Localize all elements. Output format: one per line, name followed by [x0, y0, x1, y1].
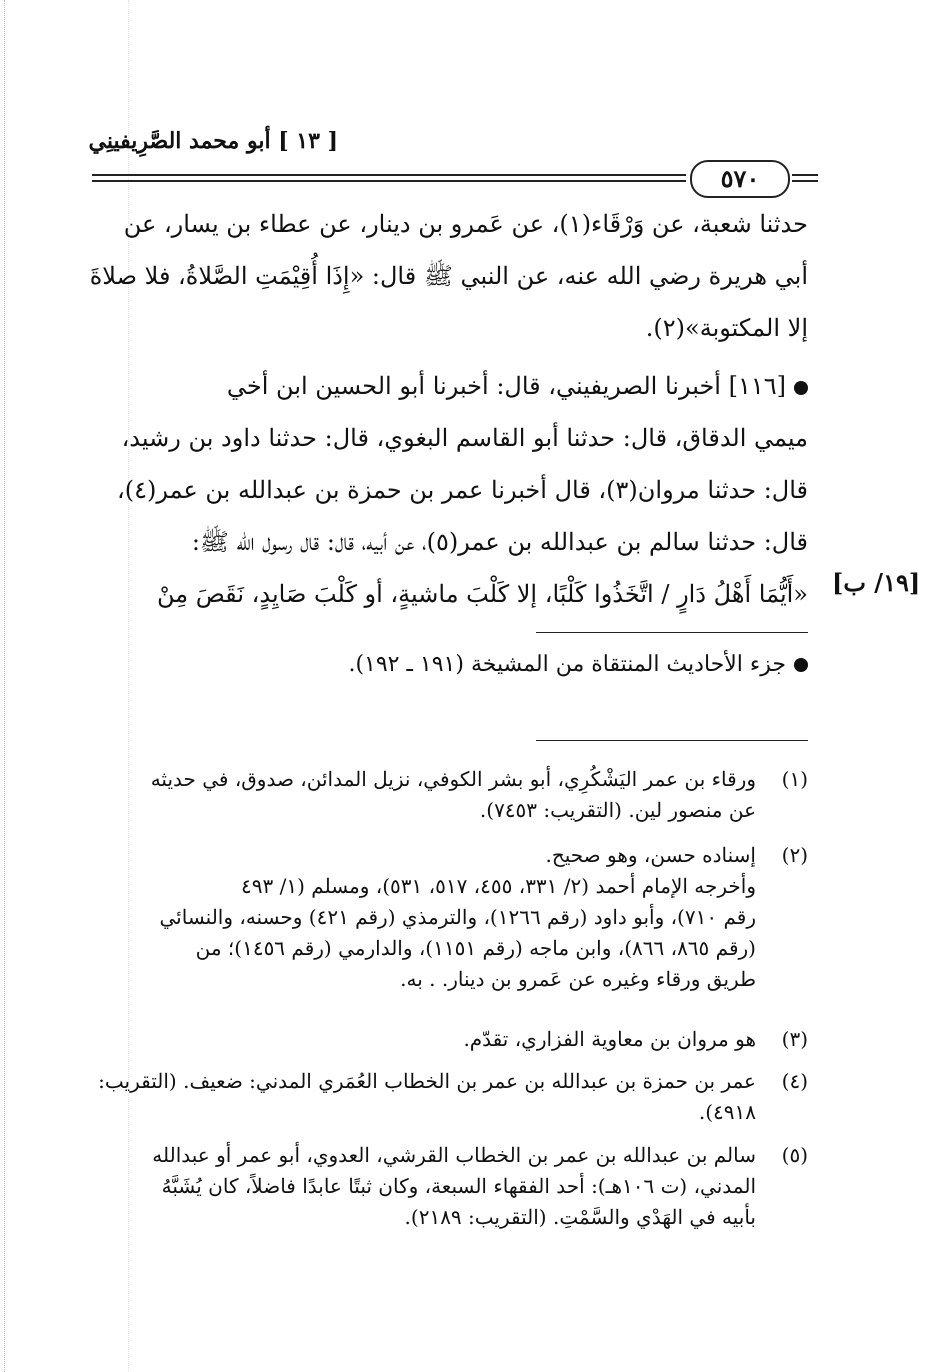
footnote-3 [92, 1024, 808, 1055]
footnote-number: (٥) [781, 1143, 808, 1167]
footnote-number: (١) [781, 767, 808, 791]
footnote-line: هو مروان بن معاوية الفزاري، تقدّم. [463, 1027, 756, 1051]
bullet-icon [794, 658, 808, 672]
footnote-line: رقم ٧١٠)، وأبو داود (رقم ١٢٦٦)، والترمذي (رقم ٤٢١) وحسنه، والنسائي [159, 905, 756, 929]
footnote-line: عن منصور لين. (التقريب: ٧٤٥٣). [479, 798, 756, 822]
scan-border-left [4, 0, 5, 1372]
body-line: إلا المكتوبة»(٢). [645, 314, 808, 342]
footnote-number: (٤) [781, 1069, 808, 1093]
hadith-line: ميمي الدقاق، قال: حدثنا أبو القاسم البغوي، قال: حدثنا داود بن رشيد، [121, 424, 808, 452]
footnote-4 [92, 1066, 808, 1128]
header-rule-bottom [92, 180, 686, 182]
footnote-1 [92, 764, 808, 826]
margin-folio-note: [١٩/ ب] [832, 568, 921, 597]
footnote-2 [92, 840, 808, 995]
footnote-line: بأبيه في الهَدْي والسَّمْتِ. (التقريب: ٢١٨٩). [404, 1205, 756, 1229]
body-line: أبي هريرة رضي الله عنه، عن النبي ﷺ قال: «إِذَا أُقِيْمَتِ الصَّلاةُ، فلا صلاةَ [89, 262, 808, 290]
footnote-line: سالم بن عبدالله بن عمر بن الخطاب القرشي، العدوي، أبو عمر أو عبدالله [152, 1143, 756, 1167]
hadith-line: «أَيُّمَا أَهْلُ دَارٍ / اتَّخَذُوا كَلْبًا، إلا كَلْبَ ماشيةٍ، أو كَلْبَ صَايِدٍ، نَقَصَ مِنْ [157, 580, 808, 608]
section-divider [536, 632, 808, 633]
part-note-text: جزء الأحاديث المنتقاة من المشيخة (١٩١ ـ ١٩٢). [348, 652, 786, 677]
header-rule-top [92, 174, 686, 176]
footnote-line: المدني، (ت ١٠٦هـ): أحد الفقهاء السبعة، وكان ثبتًا عابدًا فاضلاً، كان يُشَبَّهُ [161, 1174, 756, 1198]
footnote-line: طريق ورقاء وغيره عن عَمرو بن دينار. . به. [400, 967, 756, 991]
footnote-number: (٣) [781, 1027, 808, 1051]
bullet-icon [794, 381, 808, 395]
body-paragraph-1 [89, 198, 808, 354]
page-number: ٥٧٠ [690, 160, 790, 198]
body-line: حدثنا شعبة، عن وَرْقَاء(١)، عن عَمرو بن دينار، عن عطاء بن يسار، عن [123, 210, 808, 238]
hadith-line: قال: حدثنا سالم بن عبدالله بن عمر(٥)، عن أبيه، قال: قال رسول الله ﷺ: [191, 528, 808, 556]
footnote-divider [536, 740, 808, 741]
footnote-line: ورقاء بن عمر اليَشْكُرِي، أبو بشر الكوفي، نزيل المدائن، صدوق، في حديثه [150, 767, 756, 791]
hadith-line: قال: حدثنا مروان(٣)، قال أخبرنا عمر بن حمزة بن عبدالله بن عمر(٤)، [116, 476, 808, 504]
header-rule-right-top [792, 174, 818, 176]
footnote-line: (رقم ٨٦٥، ٨٦٦)، وابن ماجه (رقم ١١٥١)، والدارمي (رقم ١٤٥٦)؛ من [195, 936, 756, 960]
footnote-line: عمر بن حمزة بن عبدالله بن عمر بن الخطاب العُمَري المدني: ضعيف. (التقريب: [98, 1069, 756, 1093]
footnote-line: إسناده حسن، وهو صحيح. [545, 843, 756, 867]
part-note [330, 652, 808, 677]
footnote-number: (٢) [781, 843, 808, 867]
running-header: [ ١٣ ] أبو محمد الصَّرِيفينِي [88, 128, 338, 154]
footnote-5 [92, 1140, 808, 1233]
footnote-line: وأخرجه الإمام أحمد (٢/ ٣٣١، ٤٥٥، ٥١٧، ٥٣١)، ومسلم (١/ ٤٩٣ [241, 874, 756, 898]
hadith-paragraph [92, 360, 808, 620]
header-rule-right-bottom [792, 180, 818, 182]
footnote-line: ٤٩١٨). [698, 1100, 756, 1124]
hadith-line: [١١٦] أخبرنا الصريفيني، قال: أخبرنا أبو الحسين ابن أخي [226, 372, 786, 400]
